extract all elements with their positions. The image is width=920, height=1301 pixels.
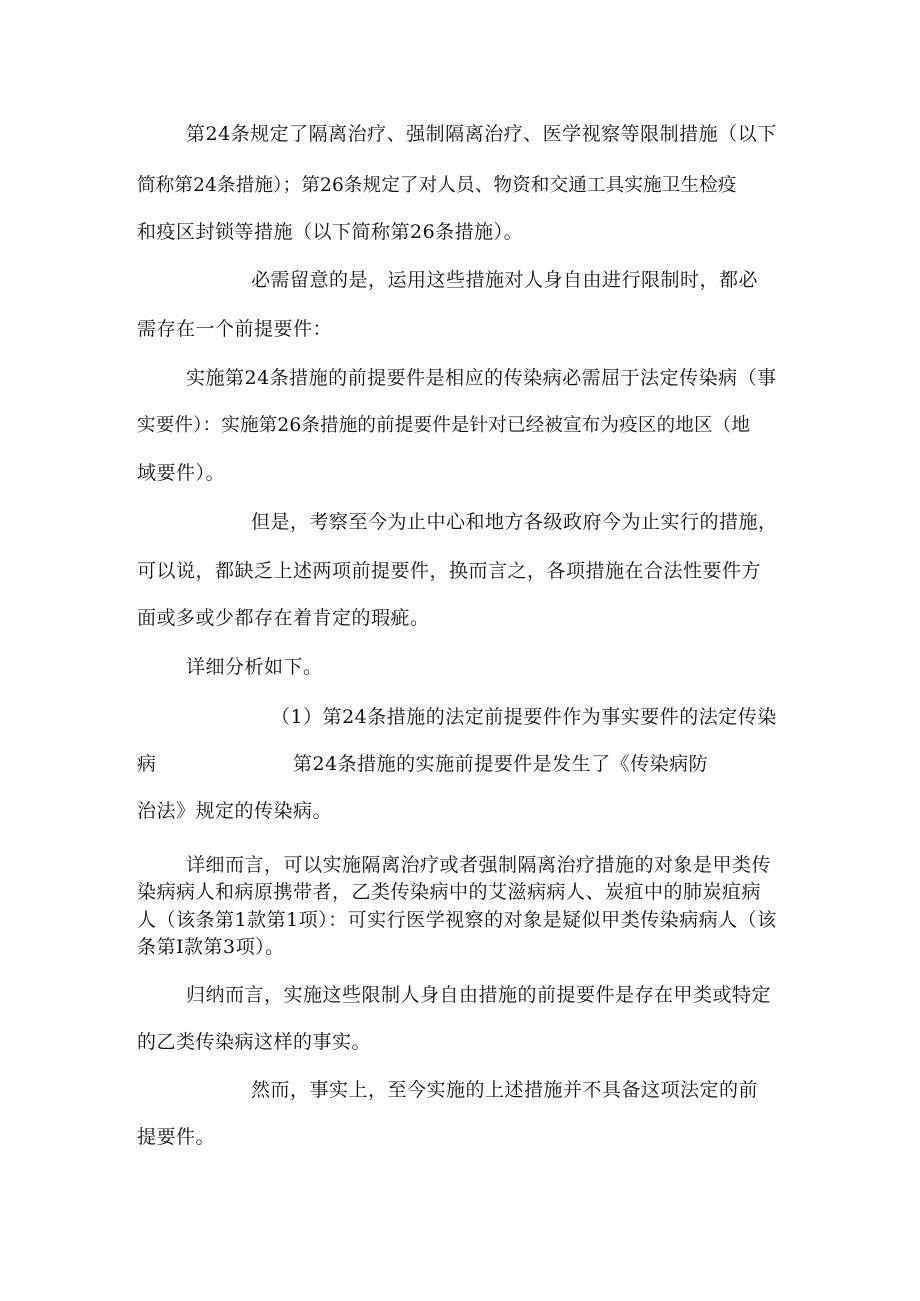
text-line: 但是，考察至今为止中心和地方各级政府今为止实行的措施，	[251, 511, 778, 533]
text-line: 必需留意的是，运用这些措施对人身自由进行限制时，都必	[251, 269, 759, 291]
text-line: 人（该条第1款第1项）：可实行医学视察的对象是疑似甲类传染病病人（该	[137, 909, 777, 931]
text-line: 提要件。	[137, 1126, 216, 1148]
text-line: 详细分析如下。	[186, 656, 323, 678]
text-line: 第24条规定了隔离治疗、强制隔离治疗、医学视察等限制措施（以下	[186, 123, 777, 145]
text-line: 然而，事实上，至今实施的上述措施并不具备这项法定的前	[251, 1079, 759, 1101]
text-line: 可以说，都缺乏上述两项前提要件，换而言之，各项措施在合法性要件方	[137, 560, 762, 582]
text-line: 归纳而言，实施这些限制人身自由措施的前提要件是存在甲类或特定	[186, 984, 772, 1006]
text-line: 的乙类传染病这样的事实。	[137, 1031, 372, 1053]
text-line: 治法》规定的传染病。	[137, 800, 333, 822]
text-line: 域要件）。	[137, 462, 226, 484]
text-line: 和疫区封锁等措施（以下简称第26条措施）。	[137, 221, 524, 243]
text-line: 实要件）：实施第26条措施的前提要件是针对已经被宣布为疫区的地区（地	[137, 415, 751, 436]
text-line: 简称第24条措施）；第26条规定了对人员、物资和交通工具实施卫生检疫	[137, 175, 737, 196]
text-line: 需存在一个前提要件：	[137, 318, 333, 340]
text-line: 详细而言，可以实施隔离治疗或者强制隔离治疗措施的对象是甲类传	[186, 854, 772, 876]
text-line: 条第I款第3项）。	[137, 936, 285, 958]
section-heading-continuation: 病	[137, 753, 157, 775]
text-line: 第24条措施的实施前提要件是发生了《传染病防	[293, 753, 709, 775]
section-heading: （1）第24条措施的法定前提要件作为事实要件的法定传染	[271, 706, 777, 728]
text-line: 染病病人和病原携带者，乙类传染病中的艾滋病病人、炭疽中的肺炭疽病	[137, 881, 762, 903]
text-line: 面或多或少都存在着肯定的瑕疵。	[137, 607, 430, 629]
text-line: 实施第24条措施的前提要件是相应的传染病必需屈于法定传染病（事	[186, 367, 777, 389]
